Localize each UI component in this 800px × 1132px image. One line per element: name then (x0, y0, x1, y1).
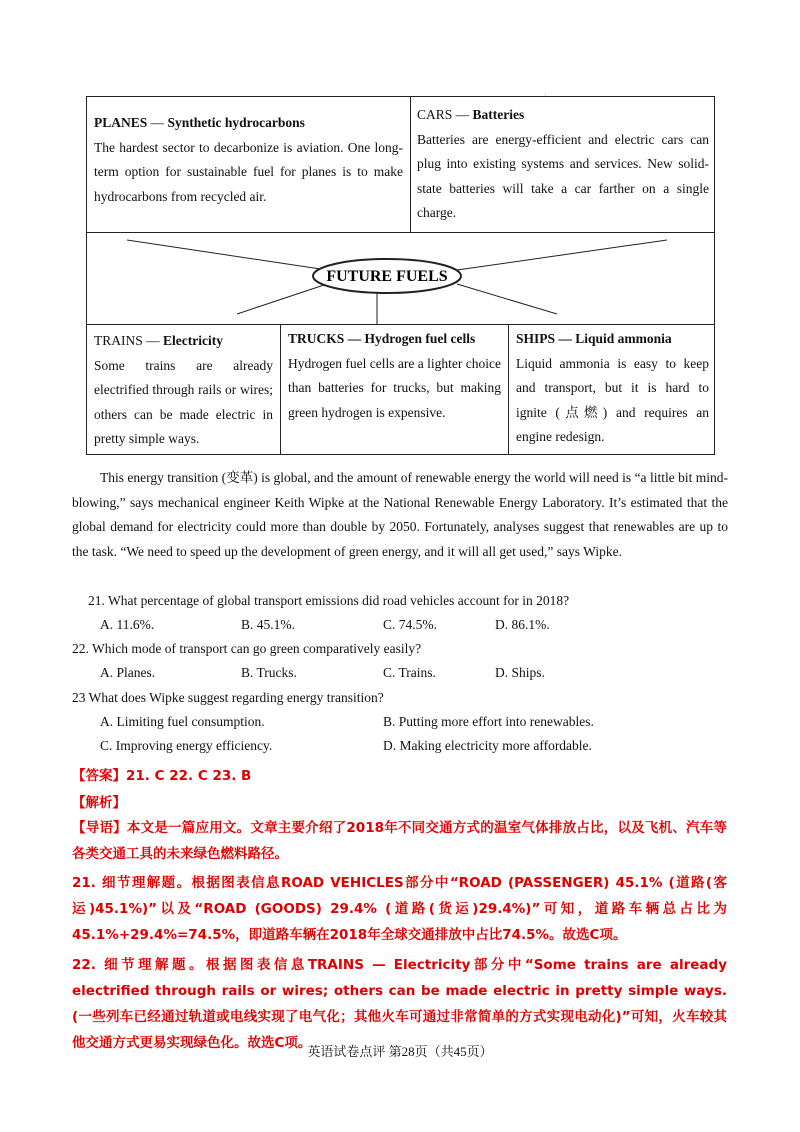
passage-paragraph: This energy transition (变革) is global, and the amount of renewable energy the world will need is “a little bit mind-blowing,” says mechanical engineer Keith Wipke at the National Renewable Energy Laboratory. It’s estimated that the global demand for electricity could more than double by 2050. Fortunately, analyses suggest that renewables are up to the task. “We need to speed up the development of green energy, and it will all get used,” says Wipke. (72, 470, 728, 559)
planes-fuel: Synthetic hydrocarbons (167, 115, 305, 130)
planes-mode: PLANES (94, 115, 148, 130)
spoke-trains (237, 284, 327, 314)
scan-mark: ˌ (544, 86, 547, 95)
trains-text: Some trains are already electrified through rails or wires; others can be made electric in pretty simple ways. (94, 357, 273, 446)
q21-option-c: C. 74.5%. (383, 617, 437, 632)
spoke-cars (457, 240, 667, 270)
guide-paragraph: 【导语】本文是一篇应用文。文章主要介绍了2018年不同交通方式的温室气体排放占比，以及飞机、汽车等各类交通工具的未来绿色燃料路径。 (72, 820, 727, 862)
ships-mode: SHIPS (516, 331, 556, 346)
trains-mode: TRAINS (94, 333, 143, 348)
cars-heading (417, 103, 709, 128)
ships-heading (516, 327, 709, 352)
q23-option-c: C. Improving energy efficiency. (100, 738, 273, 753)
cars-mode: CARS (417, 107, 453, 122)
spoke-ships (457, 284, 557, 314)
table-row-diagram (87, 232, 714, 325)
center-label: FUTURE FUELS (326, 268, 448, 285)
q21-option-a: A. 11.6%. (100, 617, 155, 632)
explanation-22: 22. 细节理解题。根据图表信息TRAINS — Electricity部分中“Some trains are already electrified through rails or wires; others can be made electric in pretty simple ways. (一些列车已经通过轨道或电线实现了电气化；其他火车可通过非常简单的方式实现电动化)”可知，火车较其他交通方式更易实现绿色化。故选C项。 (72, 957, 727, 1051)
question-22-stem: 22. Which mode of transport can go green comparatively easily? (72, 641, 422, 656)
q22-option-d: D. Ships. (495, 665, 545, 680)
trains-cell (87, 325, 280, 455)
question-21-stem: 21. What percentage of global transport emissions did road vehicles account for in 2018? (88, 593, 570, 608)
table-row-bottom (87, 325, 714, 455)
trucks-heading (288, 327, 501, 352)
planes-text: The hardest sector to decarbonize is aviation. One long-term option for sustainable fuel for planes is to make hydrocarbons from recycled air. (94, 139, 403, 204)
page-footer: 英语试卷点评 第28页（共45页） (307, 1044, 493, 1059)
q23-option-b: B. Putting more effort into renewables. (383, 714, 594, 729)
planes-cell (87, 97, 410, 232)
planes-dash: — (147, 115, 168, 130)
trucks-text: Hydrogen fuel cells are a lighter choice than batteries for trucks, but making green hydrogen is expensive. (288, 355, 501, 420)
future-fuels-table (86, 96, 715, 455)
q23-option-a: A. Limiting fuel consumption. (100, 714, 265, 729)
q22-option-b: B. Trucks. (241, 665, 297, 680)
ships-dash: — (555, 331, 576, 346)
ships-text: Liquid ammonia is easy to keep and transport, but it is hard to ignite (点燃) and requires an engine redesign. (516, 355, 709, 444)
answer-line: 【答案】21. C 22. C 23. B (72, 768, 252, 784)
q23-option-d: D. Making electricity more affordable. (383, 738, 592, 753)
ships-fuel: Liquid ammonia (575, 331, 672, 346)
planes-heading (94, 111, 403, 136)
q22-option-a: A. Planes. (100, 665, 156, 680)
ships-cell (509, 325, 716, 455)
trucks-cell (281, 325, 508, 455)
analysis-label: 【解析】 (72, 795, 126, 811)
trains-fuel: Electricity (163, 333, 223, 348)
trains-heading (94, 329, 273, 354)
q22-option-c: C. Trains. (383, 665, 436, 680)
cars-dash: — (452, 107, 473, 122)
question-23-stem: 23 What does Wipke suggest regarding energy transition? (72, 690, 384, 705)
trains-dash: — (142, 333, 164, 348)
trucks-fuel: Hydrogen fuel cells (364, 331, 476, 346)
explanation-21: 21. 细节理解题。根据图表信息ROAD VEHICLES部分中“ROAD (PASSENGER) 45.1% (道路(客运)45.1%)”以及“ROAD (GOODS) 29.4% (道路(货运)29.4%)”可知，道路车辆总占比为45.1%+29.4%=74.5%，即道路车辆在2018年全球交通排放中占比74.5%。故选C项。 (72, 875, 727, 943)
future-fuels-diagram (87, 232, 714, 324)
cars-fuel: Batteries (472, 107, 525, 122)
cars-cell (410, 97, 716, 232)
table-row-top (87, 97, 714, 233)
cars-text: Batteries are energy-efficient and electric cars can plug into existing systems and services. New solid-state batteries will take a car farther on a single charge. (417, 131, 709, 220)
spoke-planes (127, 240, 327, 270)
trucks-dash: — (344, 331, 365, 346)
q21-option-b: B. 45.1%. (241, 617, 295, 632)
q21-option-d: D. 86.1%. (495, 617, 550, 632)
trucks-mode: TRUCKS (288, 331, 345, 346)
